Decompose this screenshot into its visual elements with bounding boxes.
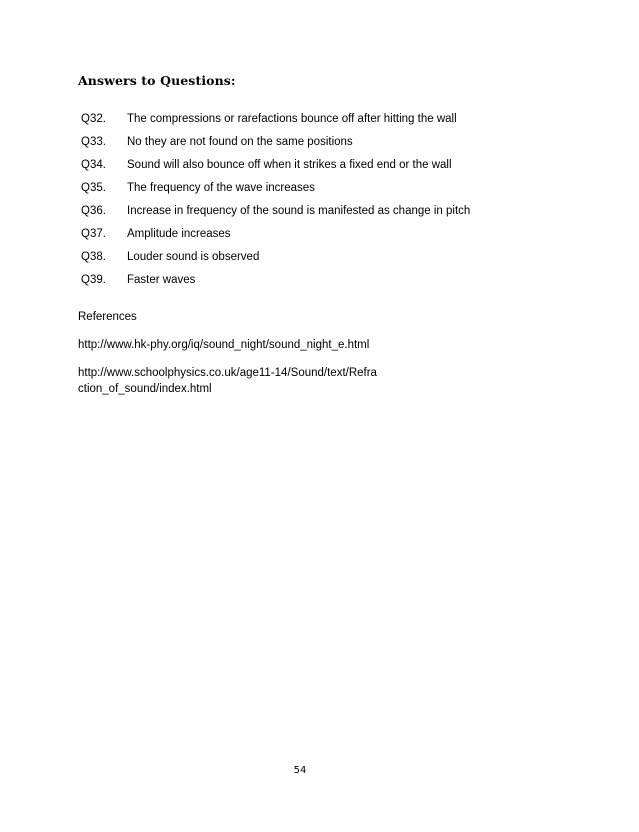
question-number: Q37. [81,227,106,240]
answer-text: The frequency of the wave increases [127,181,315,194]
question-number: Q34. [81,158,106,171]
answers-list [81,107,561,291]
question-number: Q38. [81,250,106,263]
answer-row-q39 [81,268,561,291]
answer-row-q33 [81,130,561,153]
question-number: Q35. [81,181,106,194]
answer-row-q37 [81,222,561,245]
question-number: Q36. [81,204,106,217]
answer-row-q36 [81,199,561,222]
answer-text: No they are not found on the same positions [127,135,353,148]
answer-text: Increase in frequency of the sound is manifested as change in pitch [127,204,471,217]
answer-text: Louder sound is observed [127,250,260,263]
answer-text: Amplitude increases [127,227,231,240]
question-number: Q32. [81,112,106,125]
answer-row-q32 [81,107,561,130]
reference-link-hk-phy[interactable]: http://www.hk-phy.org/iq/sound_night/sound_night_e.html [78,339,370,351]
answer-text: The compressions or rarefactions bounce off after hitting the wall [127,112,457,125]
answer-text: Sound will also bounce off when it strikes a fixed end or the wall [127,158,452,171]
references-title: References [78,311,137,323]
answer-row-q34 [81,153,561,176]
reference-link-schoolphysics[interactable]: http://www.schoolphysics.co.uk/age11-14/Sound/text/Refraction_of_sound/index.html [78,367,377,395]
answer-row-q38 [81,245,561,268]
section-heading: Answers to Questions: [78,73,236,88]
question-number: Q39. [81,273,106,286]
question-number: Q33. [81,135,106,148]
answer-row-q35 [81,176,561,199]
answer-text: Faster waves [127,273,196,286]
page-number: 54 [293,765,307,776]
